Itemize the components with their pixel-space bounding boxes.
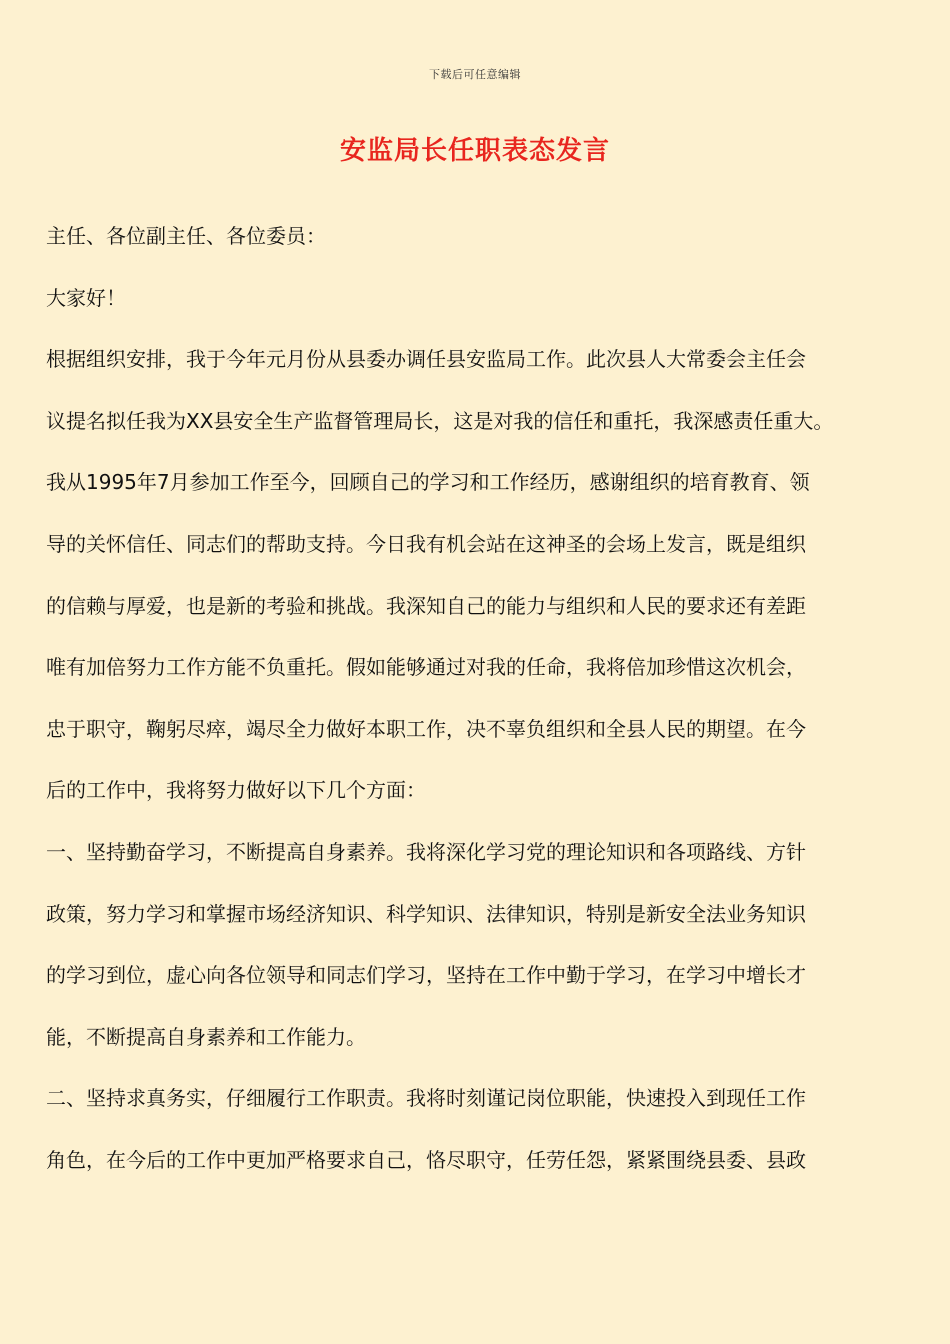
header-note: 下载后可任意编辑 xyxy=(429,68,521,81)
body-line: 忠于职守，鞠躬尽瘁，竭尽全力做好本职工作，决不辜负组织和全县人民的期望。在今 xyxy=(46,716,806,741)
body-line: 的信赖与厚爱，也是新的考验和挑战。我深知自己的能力与组织和人民的要求还有差距 xyxy=(46,593,806,618)
body-line: 能，不断提高自身素养和工作能力。 xyxy=(46,1024,366,1049)
body-line: 导的关怀信任、同志们的帮助支持。今日我有机会站在这神圣的会场上发言，既是组织 xyxy=(46,531,806,556)
body-line: 一、坚持勤奋学习，不断提高自身素养。我将深化学习党的理论知识和各项路线、方针 xyxy=(46,839,806,864)
body-line: 大家好！ xyxy=(46,285,126,310)
body-line: 政策，努力学习和掌握市场经济知识、科学知识、法律知识，特别是新安全法业务知识 xyxy=(46,901,806,926)
body-line: 唯有加倍努力工作方能不负重托。假如能够通过对我的任命，我将倍加珍惜这次机会， xyxy=(46,655,806,680)
body-line: 议提名拟任我为XX县安全生产监督管理局长，这是对我的信任和重托，我深感责任重大。 xyxy=(46,408,834,433)
body-line: 的学习到位，虚心向各位领导和同志们学习，坚持在工作中勤于学习，在学习中增长才 xyxy=(46,963,806,988)
body-line: 根据组织安排，我于今年元月份从县委办调任县安监局工作。此次县人大常委会主任会 xyxy=(46,347,806,372)
body-line: 主任、各位副主任、各位委员： xyxy=(46,224,326,248)
document-title: 安监局长任职表态发言 xyxy=(339,136,610,166)
body-line: 我从1995年7月参加工作至今，回顾自己的学习和工作经历，感谢组织的培育教育、领 xyxy=(46,470,810,495)
body-line: 二、坚持求真务实，仔细履行工作职责。我将时刻谨记岗位职能，快速投入到现任工作 xyxy=(46,1086,806,1111)
body-line: 后的工作中，我将努力做好以下几个方面： xyxy=(46,778,426,803)
body-line: 角色，在今后的工作中更加严格要求自己，恪尽职守，任劳任怨，紧紧围绕县委、县政 xyxy=(46,1147,806,1172)
document-body xyxy=(46,218,916,1204)
